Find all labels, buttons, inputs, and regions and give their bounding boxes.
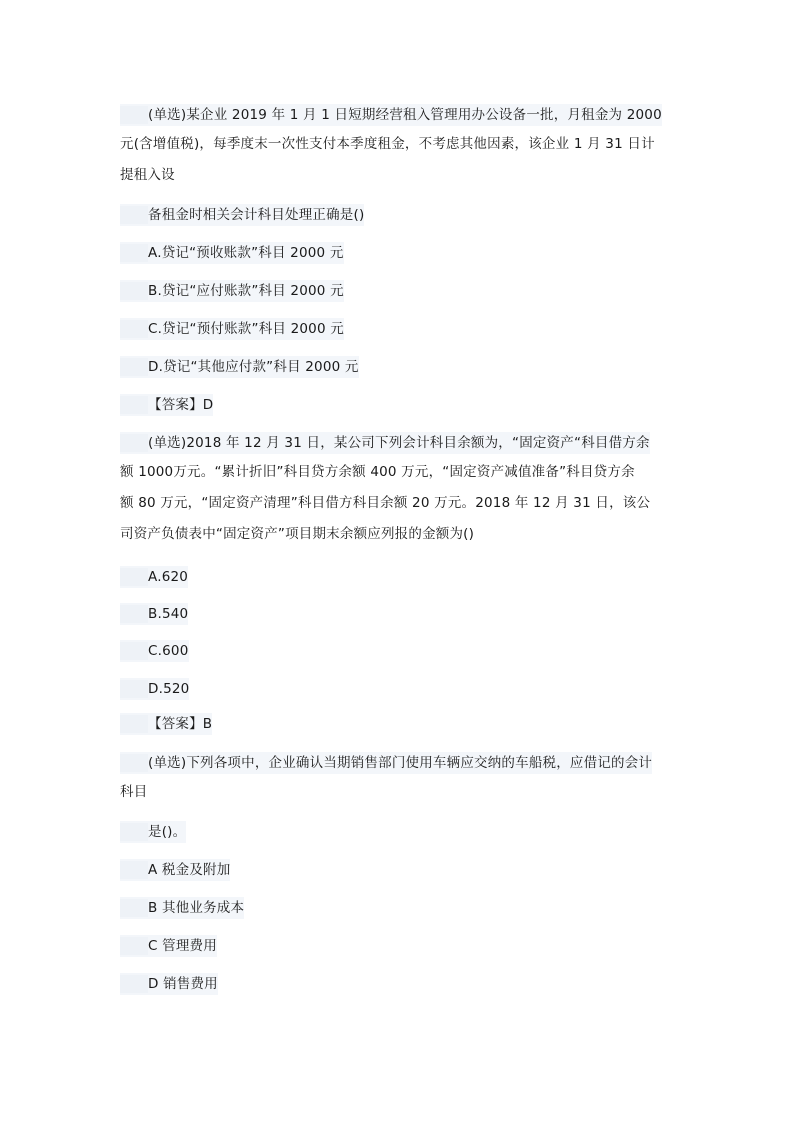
indent-marker (120, 206, 148, 224)
indent-marker (120, 358, 148, 376)
q3-option-d: D 销售费用 (120, 973, 218, 995)
q1-stem-line-1: (单选)某企业 2019 年 1 月 1 日短期经营租入管理用办公设备一批，月租金为 2000 (120, 104, 662, 126)
q3-stem-line-2: 科目 (120, 784, 148, 800)
indent-marker (120, 282, 148, 300)
q3-option-b: B 其他业务成本 (120, 897, 244, 919)
indent-marker (120, 396, 148, 414)
q3-stem-line-1: (单选)下列各项中，企业确认当期销售部门使用车辆应交纳的车船税，应借记的会计 (120, 752, 652, 774)
q2-option-d: D.520 (120, 678, 189, 700)
q1-stem-line-4: 备租金时相关会计科目处理正确是() (120, 204, 364, 226)
q2-option-b: B.540 (120, 603, 188, 625)
indent-marker (120, 975, 148, 993)
q3-option-c: C 管理费用 (120, 935, 217, 957)
indent-marker (120, 434, 148, 452)
q1-option-a: A.贷记“预收账款”科目 2000 元 (120, 242, 344, 264)
q2-answer: 【答案】B (120, 713, 212, 735)
q1-option-c: C.贷记“预付账款”科目 2000 元 (120, 318, 344, 340)
q2-stem-line-2: 额 1000万元。“累计折旧”科目贷方余额 400 万元，“固定资产减值准备”科目贷方余 (120, 464, 635, 480)
indent-marker (120, 899, 148, 917)
q1-option-b: B.贷记“应付账款”科目 2000 元 (120, 280, 344, 302)
indent-marker (120, 861, 148, 879)
q2-stem-line-4: 司资产负债表中“固定资产”项目期末余额应列报的金额为() (120, 526, 475, 542)
q3-option-a: A 税金及附加 (120, 859, 230, 881)
q3-stem-line-3: 是()。 (120, 821, 186, 843)
q2-option-c: C.600 (120, 640, 189, 662)
indent-marker (120, 605, 148, 623)
q2-option-a: A.620 (120, 566, 188, 588)
indent-marker (120, 823, 148, 841)
indent-marker (120, 715, 148, 733)
q1-stem-line-3: 提租入设 (120, 167, 175, 183)
q1-stem-line-2: 元(含增值税)，每季度末一次性支付本季度租金，不考虑其他因素，该企业 1 月 31 日计 (120, 136, 655, 152)
indent-marker (120, 320, 148, 338)
indent-marker (120, 754, 148, 772)
indent-marker (120, 642, 148, 660)
indent-marker (120, 680, 148, 698)
q1-option-d: D.贷记“其他应付款”科目 2000 元 (120, 356, 359, 378)
q2-stem-line-3: 额 80 万元，“固定资产清理”科目借方科目余额 20 万元。2018 年 12 月 31 日，该公 (120, 495, 651, 511)
indent-marker (120, 937, 148, 955)
q1-answer: 【答案】D (120, 394, 213, 416)
indent-marker (120, 106, 148, 124)
indent-marker (120, 568, 148, 586)
indent-marker (120, 244, 148, 262)
q2-stem-line-1: (单选)2018 年 12 月 31 日，某公司下列会计科目余额为，“固定资产“科目借方余 (120, 432, 650, 454)
